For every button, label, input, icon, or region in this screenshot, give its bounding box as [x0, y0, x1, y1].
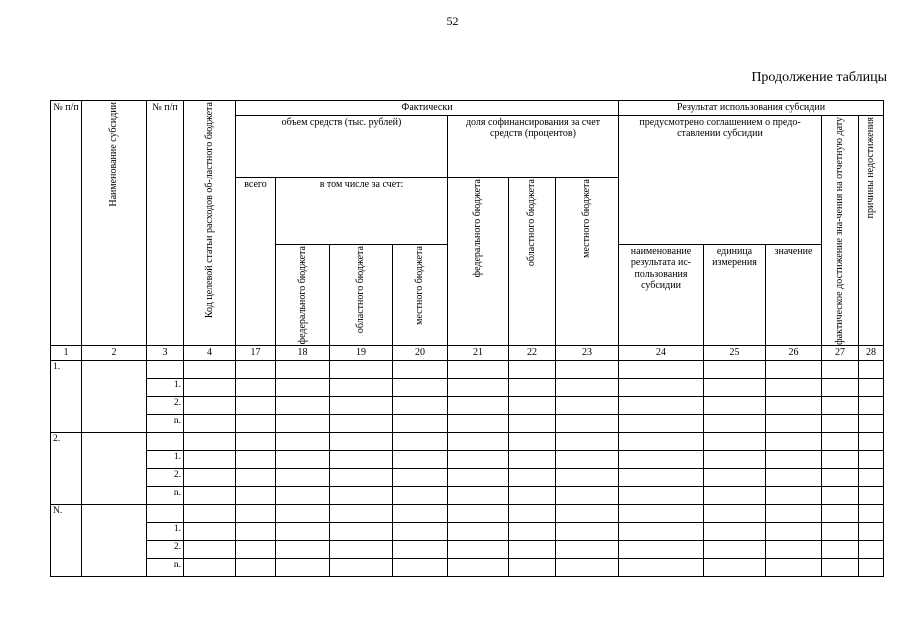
- table-cell: [276, 361, 330, 379]
- header-budget-code: Код целевой статьи расходов об-ластного бюджета: [184, 101, 236, 346]
- table-cell: [276, 487, 330, 505]
- table-cell: [822, 523, 859, 541]
- table-row: [51, 541, 884, 559]
- table-continuation-label: Продолжение таблицы: [751, 70, 887, 85]
- table-cell: [330, 361, 393, 379]
- table-row: [51, 415, 884, 433]
- table-cell: [859, 415, 884, 433]
- table-cell: [619, 415, 704, 433]
- table-cell: [509, 433, 556, 451]
- table-cell: [330, 541, 393, 559]
- sub-item-number: [147, 505, 184, 523]
- header-vol-local: местного бюджета: [393, 244, 448, 345]
- table-cell: [276, 559, 330, 577]
- table-cell: [276, 415, 330, 433]
- table-cell: [184, 505, 236, 523]
- table-cell: [509, 397, 556, 415]
- column-number: 19: [330, 346, 393, 361]
- table-cell: [330, 379, 393, 397]
- table-cell: [822, 451, 859, 469]
- table-cell: [704, 487, 766, 505]
- table-cell: [448, 523, 509, 541]
- table-cell: [822, 397, 859, 415]
- table-cell: [556, 541, 619, 559]
- table-cell: [448, 451, 509, 469]
- table-cell: [822, 379, 859, 397]
- header-volume: объем средств (тыс. рублей): [236, 115, 448, 177]
- table-cell: [704, 469, 766, 487]
- table-cell: [276, 505, 330, 523]
- column-number: 28: [859, 346, 884, 361]
- header-unit: единица измерения: [704, 244, 766, 345]
- table-row: [51, 469, 884, 487]
- table-cell: [859, 523, 884, 541]
- table-cell: [556, 379, 619, 397]
- header-agreement: предусмотрено соглашением о предо-ставлении субсидии: [619, 115, 822, 244]
- table-cell: [859, 379, 884, 397]
- table-cell: [704, 451, 766, 469]
- table-cell: [448, 469, 509, 487]
- sub-item-number: 2.: [147, 469, 184, 487]
- table-cell: [859, 487, 884, 505]
- sub-item-number: 2.: [147, 397, 184, 415]
- table-cell: [619, 523, 704, 541]
- table-cell: [619, 379, 704, 397]
- sub-item-number: n.: [147, 415, 184, 433]
- table-row: [51, 487, 884, 505]
- table-cell: [393, 505, 448, 523]
- subsidy-name-cell: [82, 361, 147, 433]
- table-cell: [859, 361, 884, 379]
- sub-item-number: 1.: [147, 379, 184, 397]
- header-actual: Фактически: [236, 101, 619, 116]
- table-row: [51, 559, 884, 577]
- table-cell: [556, 451, 619, 469]
- table-cell: [236, 541, 276, 559]
- header-result-name: наименование результата ис-пользования субсидии: [619, 244, 704, 345]
- sub-item-number: n.: [147, 487, 184, 505]
- table-cell: [184, 559, 236, 577]
- header-reasons: причины недостижения: [859, 115, 884, 346]
- table-cell: [393, 397, 448, 415]
- table-cell: [556, 559, 619, 577]
- table-cell: [184, 487, 236, 505]
- table-cell: [619, 487, 704, 505]
- table-cell: [236, 487, 276, 505]
- header-cofin-federal: федерального бюджета: [448, 177, 509, 346]
- table-cell: [448, 487, 509, 505]
- table-cell: [859, 397, 884, 415]
- header-subsidy-name: Наименование субсидии: [82, 101, 147, 346]
- table-cell: [619, 397, 704, 415]
- table-cell: [704, 523, 766, 541]
- header-vol-federal: федерального бюджета: [276, 244, 330, 345]
- column-number: 26: [766, 346, 822, 361]
- table-cell: [556, 397, 619, 415]
- column-number: 4: [184, 346, 236, 361]
- column-number: 17: [236, 346, 276, 361]
- table-cell: [704, 505, 766, 523]
- table-cell: [766, 361, 822, 379]
- table-cell: [556, 361, 619, 379]
- table-cell: [509, 469, 556, 487]
- table-row: [51, 397, 884, 415]
- table-cell: [704, 397, 766, 415]
- table-cell: [859, 559, 884, 577]
- table-cell: [393, 433, 448, 451]
- header-value: значение: [766, 244, 822, 345]
- table-cell: [236, 433, 276, 451]
- table-cell: [766, 487, 822, 505]
- table-cell: [184, 523, 236, 541]
- table-cell: [509, 451, 556, 469]
- table-cell: [766, 379, 822, 397]
- table-cell: [184, 433, 236, 451]
- table-cell: [330, 469, 393, 487]
- header-num-pp-2: № п/п: [147, 101, 184, 346]
- table-cell: [330, 397, 393, 415]
- group-number: 2.: [51, 433, 82, 505]
- table-cell: [859, 433, 884, 451]
- table-cell: [330, 523, 393, 541]
- table-row: [51, 505, 884, 523]
- table-row: [51, 451, 884, 469]
- table-cell: [766, 523, 822, 541]
- table-cell: [184, 397, 236, 415]
- column-number: 21: [448, 346, 509, 361]
- table-cell: [448, 397, 509, 415]
- table-cell: [393, 523, 448, 541]
- table-cell: [330, 505, 393, 523]
- table-cell: [704, 379, 766, 397]
- table-cell: [766, 559, 822, 577]
- table-cell: [236, 361, 276, 379]
- table-cell: [236, 505, 276, 523]
- table-cell: [509, 541, 556, 559]
- table-cell: [619, 541, 704, 559]
- table-cell: [276, 469, 330, 487]
- table-cell: [509, 559, 556, 577]
- table-cell: [236, 559, 276, 577]
- table-cell: [822, 361, 859, 379]
- table-cell: [448, 559, 509, 577]
- table-cell: [619, 505, 704, 523]
- table-cell: [448, 541, 509, 559]
- table-cell: [184, 541, 236, 559]
- table-cell: [766, 433, 822, 451]
- table-cell: [859, 469, 884, 487]
- table-cell: [184, 451, 236, 469]
- table-cell: [276, 379, 330, 397]
- header-total: всего: [236, 177, 276, 346]
- table-cell: [184, 379, 236, 397]
- table-cell: [276, 523, 330, 541]
- header-cofin-local: местного бюджета: [556, 177, 619, 346]
- table-cell: [448, 361, 509, 379]
- sub-item-number: 2.: [147, 541, 184, 559]
- header-vol-regional: областного бюджета: [330, 244, 393, 345]
- table-cell: [448, 379, 509, 397]
- table-cell: [704, 433, 766, 451]
- table-cell: [236, 379, 276, 397]
- table-cell: [509, 505, 556, 523]
- table-cell: [822, 505, 859, 523]
- table-cell: [859, 505, 884, 523]
- table-cell: [236, 451, 276, 469]
- table-cell: [704, 415, 766, 433]
- table-cell: [393, 379, 448, 397]
- table-cell: [619, 433, 704, 451]
- table-cell: [822, 415, 859, 433]
- column-number: 22: [509, 346, 556, 361]
- table-cell: [766, 397, 822, 415]
- table-cell: [393, 415, 448, 433]
- table-cell: [276, 451, 330, 469]
- table-cell: [236, 397, 276, 415]
- table-cell: [393, 559, 448, 577]
- table-cell: [448, 505, 509, 523]
- column-number: 2: [82, 346, 147, 361]
- table-cell: [393, 469, 448, 487]
- table-row: [51, 523, 884, 541]
- table-cell: [822, 559, 859, 577]
- sub-item-number: [147, 433, 184, 451]
- table-cell: [393, 487, 448, 505]
- table-cell: [509, 523, 556, 541]
- header-cofinancing: доля софинансирования за счет средств (процентов): [448, 115, 619, 177]
- table-cell: [448, 433, 509, 451]
- table-cell: [619, 451, 704, 469]
- table-cell: [509, 487, 556, 505]
- table-cell: [822, 433, 859, 451]
- table-cell: [330, 487, 393, 505]
- column-number: 24: [619, 346, 704, 361]
- table-cell: [619, 559, 704, 577]
- table-cell: [184, 361, 236, 379]
- table-cell: [330, 559, 393, 577]
- table-cell: [393, 541, 448, 559]
- table-cell: [393, 451, 448, 469]
- table-cell: [556, 415, 619, 433]
- table-row: [51, 361, 884, 379]
- subsidy-name-cell: [82, 433, 147, 505]
- subsidy-name-cell: [82, 505, 147, 577]
- table-cell: [766, 451, 822, 469]
- sub-item-number: n.: [147, 559, 184, 577]
- sub-item-number: 1.: [147, 523, 184, 541]
- header-achievement: фактическое достижение зна-чения на отчетную дату: [822, 115, 859, 346]
- table-cell: [330, 415, 393, 433]
- column-number: 1: [51, 346, 82, 361]
- table-cell: [276, 541, 330, 559]
- table-cell: [236, 523, 276, 541]
- header-including: в том числе за счет:: [276, 177, 448, 244]
- group-number: 1.: [51, 361, 82, 433]
- table-cell: [822, 541, 859, 559]
- table-cell: [556, 505, 619, 523]
- header-num-pp: № п/п: [51, 101, 82, 346]
- table-cell: [556, 487, 619, 505]
- column-number: 25: [704, 346, 766, 361]
- column-number: 27: [822, 346, 859, 361]
- table-row: [51, 379, 884, 397]
- table-cell: [704, 361, 766, 379]
- column-number: 3: [147, 346, 184, 361]
- table-cell: [766, 415, 822, 433]
- sub-item-number: 1.: [147, 451, 184, 469]
- table-cell: [766, 541, 822, 559]
- table-cell: [766, 469, 822, 487]
- column-number: 18: [276, 346, 330, 361]
- page-number: 52: [446, 14, 459, 28]
- sub-item-number: [147, 361, 184, 379]
- table-cell: [184, 415, 236, 433]
- table-cell: [509, 361, 556, 379]
- table-cell: [822, 469, 859, 487]
- column-number: 23: [556, 346, 619, 361]
- table-cell: [509, 379, 556, 397]
- table-cell: [556, 469, 619, 487]
- table-row: [51, 433, 884, 451]
- table-body: [51, 361, 884, 577]
- subsidy-table: [50, 100, 884, 577]
- group-number: N.: [51, 505, 82, 577]
- table-cell: [330, 433, 393, 451]
- table-cell: [859, 451, 884, 469]
- table-cell: [822, 487, 859, 505]
- table-cell: [330, 451, 393, 469]
- header-cofin-regional: областного бюджета: [509, 177, 556, 346]
- header-result: Результат использования субсидии: [619, 101, 884, 116]
- table-cell: [236, 469, 276, 487]
- table-cell: [393, 361, 448, 379]
- table-cell: [766, 505, 822, 523]
- table-cell: [448, 415, 509, 433]
- table-cell: [704, 541, 766, 559]
- table-cell: [509, 415, 556, 433]
- table-cell: [236, 415, 276, 433]
- table-cell: [556, 433, 619, 451]
- table-cell: [556, 523, 619, 541]
- column-number: 20: [393, 346, 448, 361]
- table-cell: [859, 541, 884, 559]
- table-cell: [276, 397, 330, 415]
- table-cell: [184, 469, 236, 487]
- column-number-row: [51, 346, 884, 361]
- table-cell: [276, 433, 330, 451]
- table-cell: [704, 559, 766, 577]
- table-cell: [619, 361, 704, 379]
- table-cell: [619, 469, 704, 487]
